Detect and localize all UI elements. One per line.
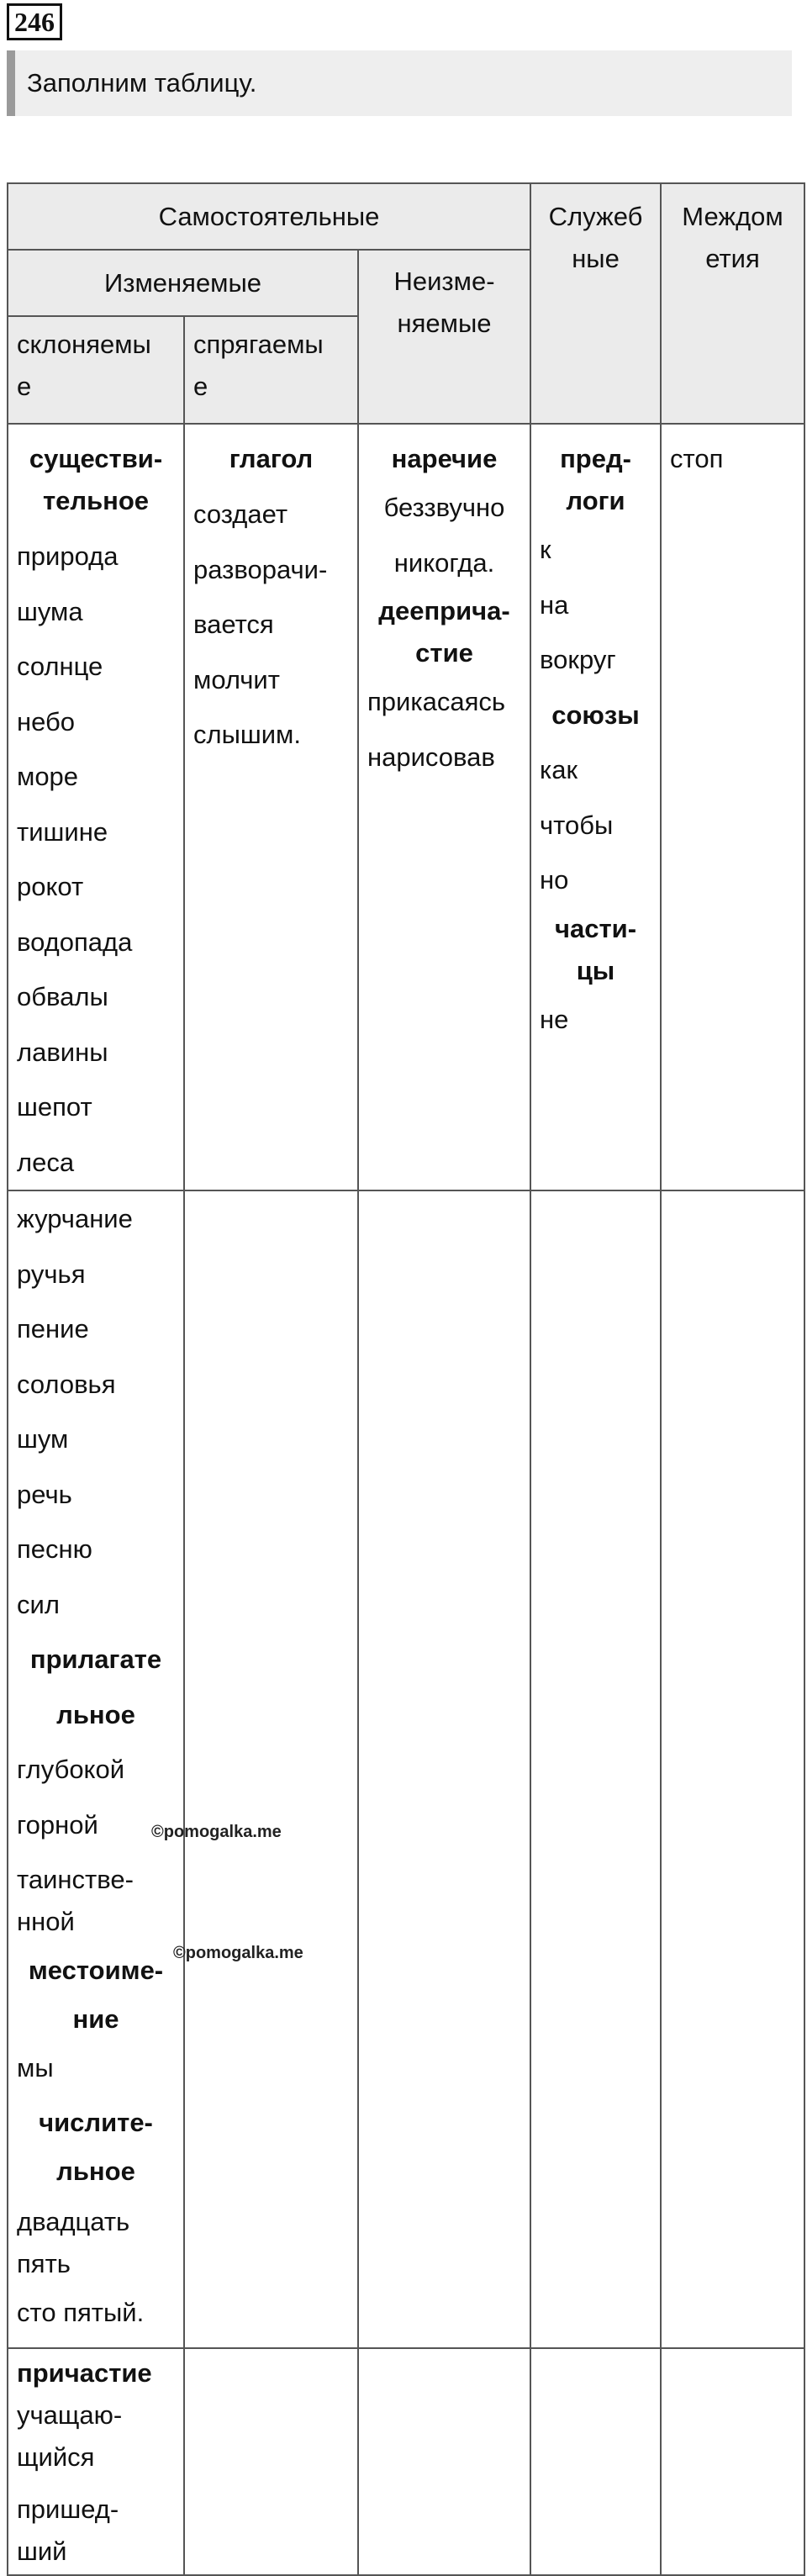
noun-word: небо <box>17 706 76 736</box>
header-service-line1: Служеб <box>548 202 643 231</box>
header-interjection <box>661 183 804 424</box>
preposition-title-2: логи <box>566 486 625 515</box>
row3-service-cell <box>530 2348 661 2575</box>
noun-word: шум <box>17 1424 69 1454</box>
gerund-word: нарисовав <box>367 742 495 772</box>
noun-word: речь <box>17 1479 72 1509</box>
numeral-word: двадцать <box>17 2206 130 2236</box>
noun-word: соловья <box>17 1369 116 1399</box>
participle-word: щийся <box>17 2442 95 2472</box>
conjunction-word: но <box>540 865 569 895</box>
gerund-title-2: стие <box>415 638 473 668</box>
participle-word: пришед- <box>17 2494 119 2524</box>
header-conjugable-line1: спрягаемы <box>193 330 324 359</box>
noun-word: море <box>17 762 79 791</box>
watermark: ©pomogalka.me <box>173 1944 303 1962</box>
header-service-line2: ные <box>572 244 620 273</box>
adverb-word: никогда. <box>393 547 495 578</box>
intro-text: Заполним таблицу. <box>7 50 792 116</box>
preposition-word: вокруг <box>540 645 616 674</box>
verb-word: слышим. <box>193 720 301 749</box>
adjective-word: горной <box>17 1809 98 1840</box>
participle-word: учащаю- <box>17 2400 123 2430</box>
header-declinable <box>8 316 184 424</box>
adverb-word: беззвучно <box>383 493 505 522</box>
row1-declinable-cell <box>8 424 184 1190</box>
header-unchangeable <box>358 250 530 424</box>
numeral-title-1: числите- <box>39 2108 153 2137</box>
pronoun-word: мы <box>17 2052 54 2082</box>
noun-word: сил <box>17 1589 60 1619</box>
adjective-title-1: прилагате <box>29 1644 162 1674</box>
row2-conjugable-cell <box>184 1190 358 2348</box>
particle-title-2: цы <box>576 955 615 985</box>
header-independent: Самостоятельные <box>8 183 530 250</box>
preposition-word: к <box>540 535 551 564</box>
interjection-word: стоп <box>670 444 724 473</box>
parts-of-speech-table <box>7 182 805 2576</box>
verb-word: разворачи- <box>193 554 328 584</box>
row1-service-cell <box>530 424 661 1190</box>
header-declinable-line2: е <box>17 372 32 401</box>
noun-word: пение <box>17 1314 89 1343</box>
verb-word: создает <box>193 499 288 529</box>
numeral-title-2: льное <box>56 2156 135 2186</box>
adjective-word: нной <box>17 1907 75 1936</box>
verb-title: глагол <box>229 444 314 473</box>
preposition-word: на <box>540 589 569 620</box>
row2-service-cell <box>530 1190 661 2348</box>
particle-word: не <box>540 1004 569 1034</box>
row2-interjection-cell <box>661 1190 804 2348</box>
gerund-word: прикасаясь <box>367 687 506 716</box>
noun-word: водопада <box>17 926 133 957</box>
noun-word: рокот <box>17 872 84 901</box>
adjective-word: таинстве- <box>17 1865 134 1894</box>
row1-conjugable-cell <box>184 424 358 1190</box>
verb-word: молчит <box>193 664 280 694</box>
header-unchangeable-line2: няемые <box>397 309 492 338</box>
noun-word: солнце <box>17 652 103 681</box>
conjunction-word: чтобы <box>540 810 614 840</box>
header-interjection-line1: Междом <box>682 202 783 231</box>
noun-word: ручья <box>17 1259 86 1289</box>
row3-interjection-cell <box>661 2348 804 2575</box>
row3-declinable-cell <box>8 2348 184 2575</box>
noun-word: обвалы <box>17 982 108 1011</box>
gerund-title-1: дееприча- <box>378 596 510 626</box>
row1-unchangeable-cell <box>358 424 530 1190</box>
noun-word: леса <box>17 1147 75 1177</box>
particle-title-1: части- <box>554 913 637 943</box>
watermark: ©pomogalka.me <box>151 1823 282 1841</box>
header-changeable: Изменяемые <box>8 250 358 316</box>
noun-word: журчание <box>17 1204 133 1233</box>
row2-declinable-cell <box>8 1190 184 2348</box>
header-conjugable <box>184 316 358 424</box>
header-unchangeable-line1: Неизме- <box>393 267 495 296</box>
preposition-title-1: пред- <box>560 444 631 473</box>
adverb-title: наречие <box>391 444 498 473</box>
header-service <box>530 183 661 424</box>
noun-word: шепот <box>17 1092 92 1122</box>
noun-word: природа <box>17 541 119 571</box>
noun-word: тишине <box>17 816 108 847</box>
conjunction-word: как <box>540 755 578 784</box>
pronoun-title-1: местоиме- <box>28 1956 164 1985</box>
header-interjection-line2: етия <box>705 244 760 273</box>
row1-interjection-cell <box>661 424 804 1190</box>
pronoun-title-2: ние <box>72 2003 119 2034</box>
verb-word: вается <box>193 610 274 639</box>
row3-conjugable-cell <box>184 2348 358 2575</box>
noun-word: шума <box>17 596 83 626</box>
numeral-word: пять <box>17 2248 71 2278</box>
adjective-title-2: льное <box>56 1699 135 1729</box>
participle-word: ший <box>17 2536 67 2566</box>
task-number-badge: 246 <box>7 3 62 40</box>
adjective-word: глубокой <box>17 1755 125 1784</box>
header-conjugable-line2: е <box>193 372 208 401</box>
noun-word: песню <box>17 1534 92 1564</box>
conjunction-title: союзы <box>551 699 640 730</box>
row2-unchangeable-cell <box>358 1190 530 2348</box>
numeral-word: сто пятый. <box>17 2297 145 2327</box>
row3-unchangeable-cell <box>358 2348 530 2575</box>
header-declinable-line1: склоняемы <box>17 330 151 359</box>
noun-title-2: тельное <box>42 486 150 515</box>
noun-word: лавины <box>17 1037 108 1067</box>
noun-title-1: существи- <box>29 444 163 473</box>
participle-title: причастие <box>17 2358 152 2388</box>
